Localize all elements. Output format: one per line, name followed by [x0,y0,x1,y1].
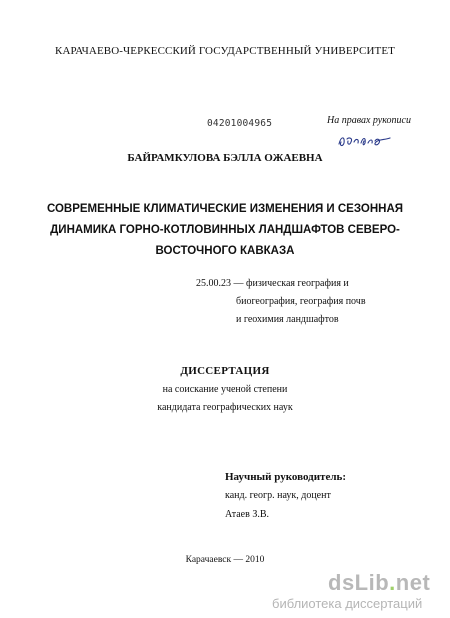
city-year: Карачаевск — 2010 [185,555,265,565]
thesis-title-line: ДИНАМИКА ГОРНО-КОТЛОВИННЫХ ЛАНДШАФТОВ СЕВЕРО- [50,224,400,236]
supervisor-degree: канд. геогр. наук, доцент [225,490,331,501]
watermark-subtitle: библиотека диссертаций [272,596,423,611]
watermark-logo-dot: . [389,570,396,595]
thesis-title-line: СОВРЕМЕННЫЕ КЛИМАТИЧЕСКИЕ ИЗМЕНЕНИЯ И СЕЗОННАЯ [46,203,404,215]
supervisor-name: Атаев З.В. [225,509,269,520]
manuscript-rights-note: На правах рукописи [327,115,411,126]
document-number: 04201004965 [207,118,273,129]
thesis-title-line: ВОСТОЧНОГО КАВКАЗА [155,245,295,257]
handwritten-signature [335,130,395,150]
watermark-logo-main: dsLib [328,570,390,595]
degree-purpose-line: на соискание ученой степени [162,384,288,395]
specialty-line: биогеография, география почв [236,296,366,307]
author-name: БАЙРАМКУЛОВА БЭЛЛА ОЖАЕВНА [127,152,323,164]
supervisor-title: Научный руководитель: [225,471,346,483]
degree-name-line: кандидата географических наук [157,402,293,413]
specialty-line: и геохимия ландшафтов [236,314,339,325]
dissertation-label: ДИССЕРТАЦИЯ [180,365,270,377]
university-name: КАРАЧАЕВО-ЧЕРКЕССКИЙ ГОСУДАРСТВЕННЫЙ УНИВЕРСИТЕТ [55,45,395,57]
watermark-logo [328,570,430,596]
specialty-code-line: 25.00.23 — физическая география и [196,278,349,289]
watermark-logo-tld: net [395,570,431,595]
